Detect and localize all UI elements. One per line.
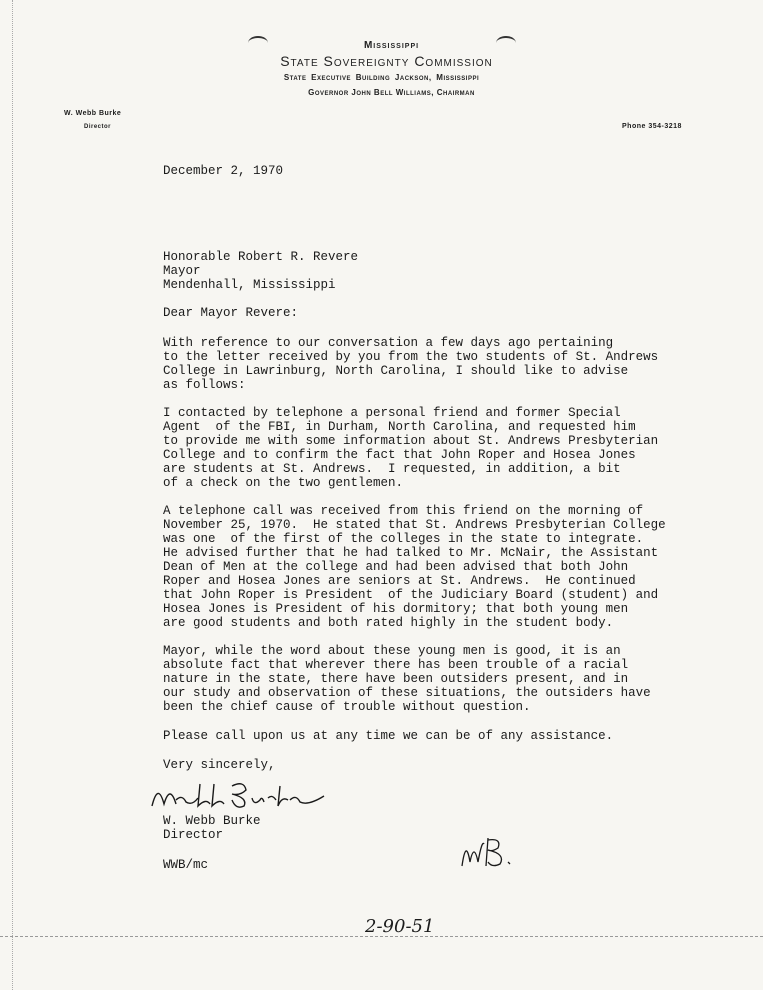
phone-number: Phone 354-3218 xyxy=(622,123,682,130)
closing: Very sincerely, xyxy=(163,758,276,772)
handwritten-initials xyxy=(458,832,528,872)
recipient-name: Honorable Robert R. Revere xyxy=(163,250,359,264)
salutation: Dear Mayor Revere: xyxy=(163,306,299,320)
signer-title: Director xyxy=(163,828,224,842)
letterhead-org: State Sovereignty Commission xyxy=(280,53,493,69)
para4-line: our study and observation of these situations, the outsiders have xyxy=(163,686,651,700)
para3-line: Dean of Men at the college and had been advised that both John xyxy=(163,560,629,574)
director-title: Director xyxy=(84,124,112,130)
para4-line: absolute fact that wherever there has been trouble of a racial xyxy=(163,658,629,672)
para1-line: as follows: xyxy=(163,378,246,392)
para1-line: With reference to our conversation a few days ago pertaining xyxy=(163,336,614,350)
letterhead xyxy=(0,40,763,97)
para3-line: that John Roper is President of the Judiciary Board (student) and xyxy=(163,588,659,602)
para4-line: nature in the state, there have been outsiders present, and in xyxy=(163,672,629,686)
para2-line: I contacted by telephone a personal friend and former Special xyxy=(163,406,621,420)
para4-line: Mayor, while the word about these young men is good, it is an xyxy=(163,644,621,658)
recipient-city: Mendenhall, Mississippi xyxy=(163,278,336,292)
letterhead-governor: Governor John Bell Williams, Chairman xyxy=(308,88,475,97)
para1-line: to the letter received by you from the two students of St. Andrews xyxy=(163,350,659,364)
para3-line: was one of the first of the colleges in the state to integrate. xyxy=(163,532,644,546)
reference-initials: WWB/mc xyxy=(163,858,209,872)
para2-line: to provide me with some information about St. Andrews Presbyterian xyxy=(163,434,659,448)
para2-line: of a check on the two gentlemen. xyxy=(163,476,404,490)
para3-line: A telephone call was received from this friend on the morning of xyxy=(163,504,644,518)
para1-line: College in Lawrinburg, North Carolina, I should like to advise xyxy=(163,364,629,378)
letter-date: December 2, 1970 xyxy=(163,164,284,178)
para5: Please call upon us at any time we can be of any assistance. xyxy=(163,729,614,743)
para3-line: Hosea Jones is President of his dormitory; that both young men xyxy=(163,602,629,616)
letterhead-state: Mississippi xyxy=(363,40,420,51)
para3-line: Roper and Hosea Jones are seniors at St. Andrews. He continued xyxy=(163,574,636,588)
para3-line: November 25, 1970. He stated that St. Andrews Presbyterian College xyxy=(163,518,666,532)
para2-line: College and to confirm the fact that John Roper and Hosea Jones xyxy=(163,448,636,462)
para2-line: are students at St. Andrews. I requested, in addition, a bit xyxy=(163,462,621,476)
para4-line: been the chief cause of trouble without question. xyxy=(163,700,531,714)
para2-line: Agent of the FBI, in Durham, North Carolina, and requested him xyxy=(163,420,636,434)
director-name: W. Webb Burke xyxy=(64,110,122,117)
margin-rule xyxy=(12,0,13,990)
signer-name: W. Webb Burke xyxy=(163,814,261,828)
file-number: 2-90-51 xyxy=(365,916,435,937)
letterhead-address: State Executive Building Jackson, Mississippi xyxy=(283,73,480,82)
para3-line: He advised further that he had talked to Mr. McNair, the Assistant xyxy=(163,546,659,560)
recipient-title: Mayor xyxy=(163,264,201,278)
handwritten-signature xyxy=(148,776,328,816)
para3-line: are good students and both rated highly in the student body. xyxy=(163,616,614,630)
